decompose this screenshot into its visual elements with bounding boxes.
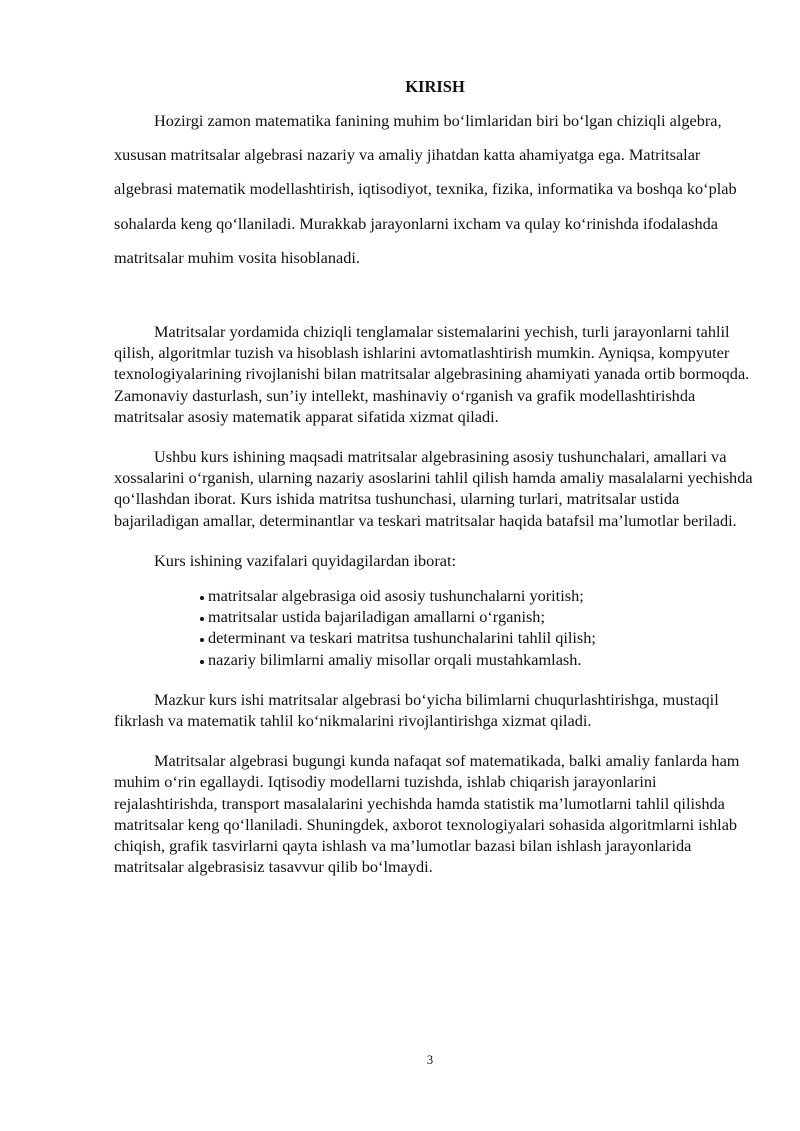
page-number: 3 <box>426 1053 434 1067</box>
paragraph-course-goal: Ushbu kurs ishining maqsadi matritsalar algebrasining asosiy tushunchalari, amallari va xossalarini oʻrganish, ularning nazariy asoslarini tahlil qilish hamda amaliy masalalarni yechishda qoʻllashdan iborat. Kurs ishida matritsa tushunchasi, ularning turlari, matritsalar ustida bajariladigan amallar, determinantlar va teskari matritsalar haqida batafsil ma’lumotlar beriladi. <box>114 447 753 530</box>
list-item: matritsalar ustida bajariladigan amallarni oʻrganish; <box>200 606 754 627</box>
list-item: matritsalar algebrasiga oid asosiy tushunchalarni yoritish; <box>200 585 754 606</box>
tasks-list <box>200 585 754 670</box>
paragraph-course-purpose: Mazkur kurs ishi matritsalar algebrasi boʻyicha bilimlarni chuqurlashtirishga, mustaqil fikrlash va matematik tahlil koʻnikmalarini rivojlantirishga xizmat qiladi. <box>114 689 719 731</box>
paragraph-tasks-intro: Kurs ishining vazifalari quyidagilardan iborat: <box>154 550 457 570</box>
document-body <box>114 321 754 896</box>
page-title: KIRISH <box>405 77 465 96</box>
intro-paragraph: Hozirgi zamon matematika fanining muhim boʻlimlaridan biri boʻlgan chiziqli algebra, xususan matritsalar algebrasi nazariy va amaliy jihatdan katta ahamiyatga ega. Matritsalar algebrasi matematik modellashtirish, iqtisodiyot, texnika, fizika, informatika va boshqa koʻplab sohalarda keng qoʻllaniladi. Murakkab jarayonlarni ixcham va qulay koʻrinishda ifodalashda matritsalar muhim vosita hisoblanadi. <box>114 111 737 267</box>
paragraph-applications: Matritsalar algebrasi bugungi kunda nafaqat sof matematikada, balki amaliy fanlarda ham muhim oʻrin egallaydi. Iqtisodiy modellarni tuzishda, ishlab chiqarish jarayonlarini rejalashtirishda, transport masalalarini yechishda hamda statistik ma’lumotlarni tahlil qilishda matritsalar keng qoʻllaniladi. Shuningdek, axborot texnologiyalari sohasida algoritmlarni ishlab chiqish, grafik tasvirlarni qayta ishlash va ma’lumotlar bazasi bilan ishlash jarayonlarida matritsalar algebrasisiz tasavvur qilib boʻlmaydi. <box>114 751 740 877</box>
list-item: determinant va teskari matritsa tushunchalarini tahlil qilish; <box>200 627 754 648</box>
list-item: nazariy bilimlarni amaliy misollar orqali mustahkamlash. <box>200 649 754 670</box>
paragraph-matrices-usage: Matritsalar yordamida chiziqli tenglamalar sistemalarini yechish, turli jarayonlarni tahlil qilish, algoritmlar tuzish va hisoblash ishlarini avtomatlashtirish mumkin. Ayniqsa, kompyuter texnologiyalarining rivojlanishi bilan matritsalar algebrasining ahamiyati yanada ortib bormoqda. Zamonaviy dasturlash, sun’iy intellekt, mashinaviy oʻrganish va grafik modellashtirishda matritsalar asosiy matematik apparat sifatida xizmat qiladi. <box>114 322 750 426</box>
